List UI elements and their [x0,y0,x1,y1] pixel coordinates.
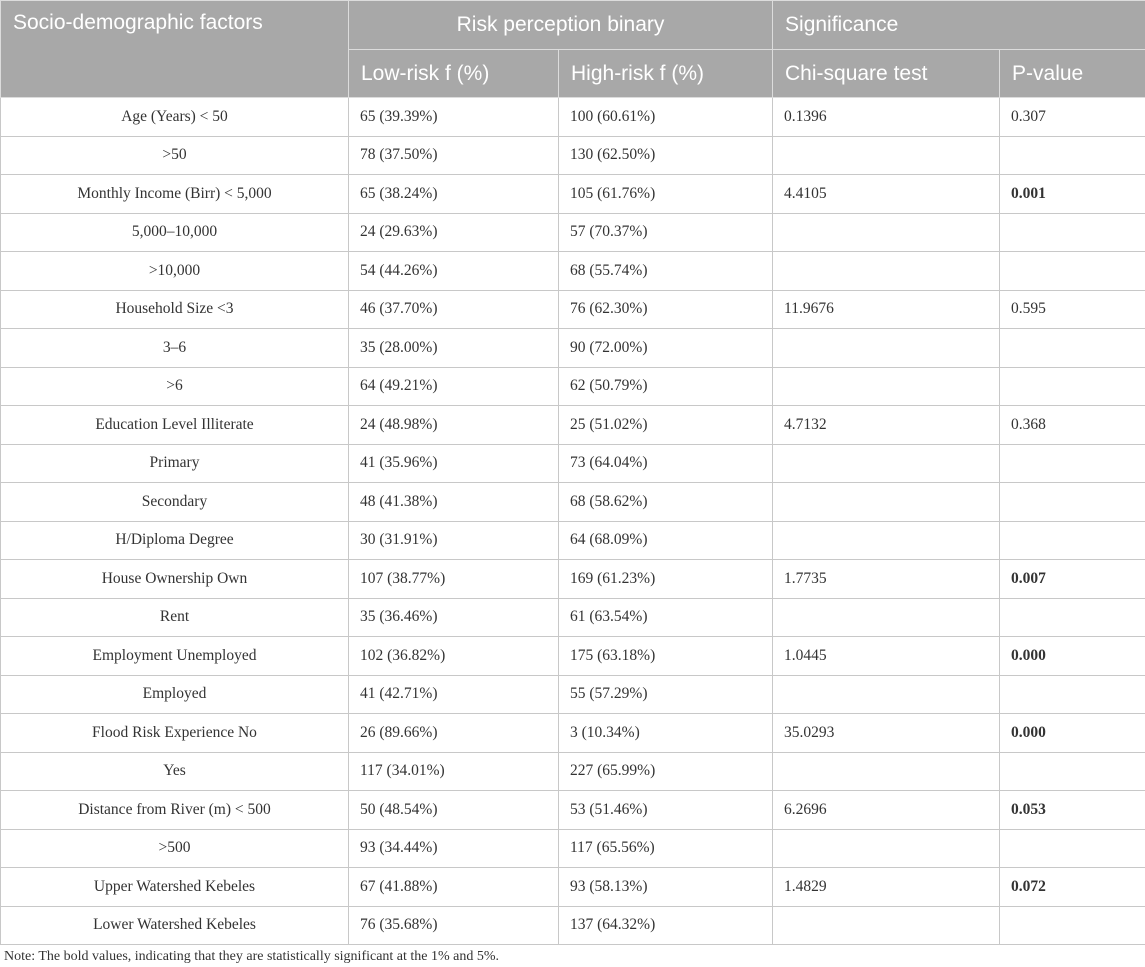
cell-factor: Education Level Illiterate [1,406,349,445]
table-body [1,98,1145,945]
header-factors: Socio-demographic factors [1,1,349,98]
cell-low-risk: 35 (36.46%) [349,598,559,637]
cell-low-risk: 54 (44.26%) [349,252,559,291]
cell-p-value [1000,252,1145,291]
cell-high-risk: 64 (68.09%) [559,521,773,560]
table-row [1,714,1145,753]
cell-high-risk: 137 (64.32%) [559,906,773,945]
cell-p-value [1000,483,1145,522]
table-row [1,367,1145,406]
cell-chi-square [773,675,1000,714]
cell-chi-square [773,906,1000,945]
cell-p-value [1000,329,1145,368]
cell-factor: Monthly Income (Birr) < 5,000 [1,175,349,214]
cell-chi-square [773,521,1000,560]
cell-low-risk: 50 (48.54%) [349,791,559,830]
cell-factor: Distance from River (m) < 500 [1,791,349,830]
cell-factor: Flood Risk Experience No [1,714,349,753]
cell-high-risk: 169 (61.23%) [559,560,773,599]
cell-p-value: 0.368 [1000,406,1145,445]
cell-factor: Employment Unemployed [1,637,349,676]
cell-chi-square [773,752,1000,791]
table-row [1,868,1145,907]
cell-low-risk: 76 (35.68%) [349,906,559,945]
cell-high-risk: 227 (65.99%) [559,752,773,791]
cell-p-value: 0.007 [1000,560,1145,599]
cell-high-risk: 73 (64.04%) [559,444,773,483]
table-row [1,752,1145,791]
cell-p-value: 0.001 [1000,175,1145,214]
cell-high-risk: 25 (51.02%) [559,406,773,445]
cell-factor: Secondary [1,483,349,522]
cell-high-risk: 105 (61.76%) [559,175,773,214]
cell-chi-square: 11.9676 [773,290,1000,329]
cell-chi-square [773,598,1000,637]
cell-p-value [1000,906,1145,945]
cell-factor: Upper Watershed Kebeles [1,868,349,907]
cell-high-risk: 53 (51.46%) [559,791,773,830]
cell-high-risk: 100 (60.61%) [559,98,773,137]
table-row [1,483,1145,522]
cell-low-risk: 41 (42.71%) [349,675,559,714]
header-risk-perception: Risk perception binary [349,1,773,50]
cell-high-risk: 62 (50.79%) [559,367,773,406]
cell-p-value: 0.000 [1000,714,1145,753]
cell-chi-square [773,136,1000,175]
table-row [1,560,1145,599]
cell-chi-square [773,444,1000,483]
cell-high-risk: 3 (10.34%) [559,714,773,753]
cell-p-value [1000,213,1145,252]
header-p-value: P-value [1000,50,1145,98]
cell-high-risk: 57 (70.37%) [559,213,773,252]
cell-p-value [1000,675,1145,714]
cell-factor: >50 [1,136,349,175]
cell-chi-square: 6.2696 [773,791,1000,830]
cell-factor: 3–6 [1,329,349,368]
cell-high-risk: 76 (62.30%) [559,290,773,329]
cell-factor: Rent [1,598,349,637]
header-chi-square: Chi-square test [773,50,1000,98]
cell-factor: >500 [1,829,349,868]
cell-low-risk: 46 (37.70%) [349,290,559,329]
cell-p-value [1000,752,1145,791]
table-note: Note: The bold values, indicating that they are statistically significant at the 1% and 5%. [4,949,500,964]
cell-chi-square: 1.0445 [773,637,1000,676]
table-row [1,829,1145,868]
header-high-risk: High-risk f (%) [559,50,773,98]
cell-chi-square [773,329,1000,368]
cell-high-risk: 68 (55.74%) [559,252,773,291]
cell-chi-square [773,483,1000,522]
cell-high-risk: 90 (72.00%) [559,329,773,368]
cell-low-risk: 107 (38.77%) [349,560,559,599]
cell-p-value: 0.000 [1000,637,1145,676]
cell-factor: >6 [1,367,349,406]
table-row [1,406,1145,445]
cell-low-risk: 35 (28.00%) [349,329,559,368]
header-low-risk: Low-risk f (%) [349,50,559,98]
cell-high-risk: 68 (58.62%) [559,483,773,522]
table-row [1,136,1145,175]
cell-p-value [1000,367,1145,406]
table-row [1,521,1145,560]
header-significance: Significance [773,1,1145,50]
table-row [1,329,1145,368]
cell-high-risk: 117 (65.56%) [559,829,773,868]
cell-factor: Age (Years) < 50 [1,98,349,137]
cell-factor: Employed [1,675,349,714]
cell-factor: House Ownership Own [1,560,349,599]
cell-chi-square [773,829,1000,868]
cell-factor: Household Size <3 [1,290,349,329]
cell-factor: Lower Watershed Kebeles [1,906,349,945]
table-row [1,213,1145,252]
cell-low-risk: 65 (38.24%) [349,175,559,214]
cell-high-risk: 175 (63.18%) [559,637,773,676]
cell-chi-square [773,367,1000,406]
cell-factor: 5,000–10,000 [1,213,349,252]
cell-factor: H/Diploma Degree [1,521,349,560]
cell-p-value [1000,521,1145,560]
cell-p-value: 0.072 [1000,868,1145,907]
cell-factor: Yes [1,752,349,791]
cell-chi-square: 0.1396 [773,98,1000,137]
cell-high-risk: 130 (62.50%) [559,136,773,175]
table-row [1,598,1145,637]
cell-low-risk: 67 (41.88%) [349,868,559,907]
cell-chi-square: 1.7735 [773,560,1000,599]
table-row [1,252,1145,291]
cell-p-value [1000,136,1145,175]
cell-low-risk: 24 (29.63%) [349,213,559,252]
cell-low-risk: 102 (36.82%) [349,637,559,676]
cell-low-risk: 26 (89.66%) [349,714,559,753]
cell-chi-square: 4.7132 [773,406,1000,445]
cell-p-value: 0.053 [1000,791,1145,830]
cell-low-risk: 24 (48.98%) [349,406,559,445]
cell-factor: >10,000 [1,252,349,291]
cell-chi-square: 35.0293 [773,714,1000,753]
cell-low-risk: 41 (35.96%) [349,444,559,483]
cell-chi-square [773,252,1000,291]
cell-high-risk: 61 (63.54%) [559,598,773,637]
table-row [1,906,1145,945]
cell-low-risk: 64 (49.21%) [349,367,559,406]
table-header [1,1,1145,98]
cell-factor: Primary [1,444,349,483]
cell-chi-square: 1.4829 [773,868,1000,907]
table-row [1,675,1145,714]
table-row [1,290,1145,329]
cell-low-risk: 93 (34.44%) [349,829,559,868]
cell-chi-square [773,213,1000,252]
table-row [1,444,1145,483]
cell-high-risk: 93 (58.13%) [559,868,773,907]
table-row [1,98,1145,137]
cell-chi-square: 4.4105 [773,175,1000,214]
cell-p-value [1000,829,1145,868]
cell-low-risk: 48 (41.38%) [349,483,559,522]
cell-low-risk: 65 (39.39%) [349,98,559,137]
cell-p-value: 0.595 [1000,290,1145,329]
cell-p-value [1000,598,1145,637]
cell-high-risk: 55 (57.29%) [559,675,773,714]
table-row [1,637,1145,676]
cell-p-value [1000,444,1145,483]
table-row [1,175,1145,214]
table-row [1,791,1145,830]
cell-p-value: 0.307 [1000,98,1145,137]
cell-low-risk: 30 (31.91%) [349,521,559,560]
cell-low-risk: 117 (34.01%) [349,752,559,791]
cell-low-risk: 78 (37.50%) [349,136,559,175]
